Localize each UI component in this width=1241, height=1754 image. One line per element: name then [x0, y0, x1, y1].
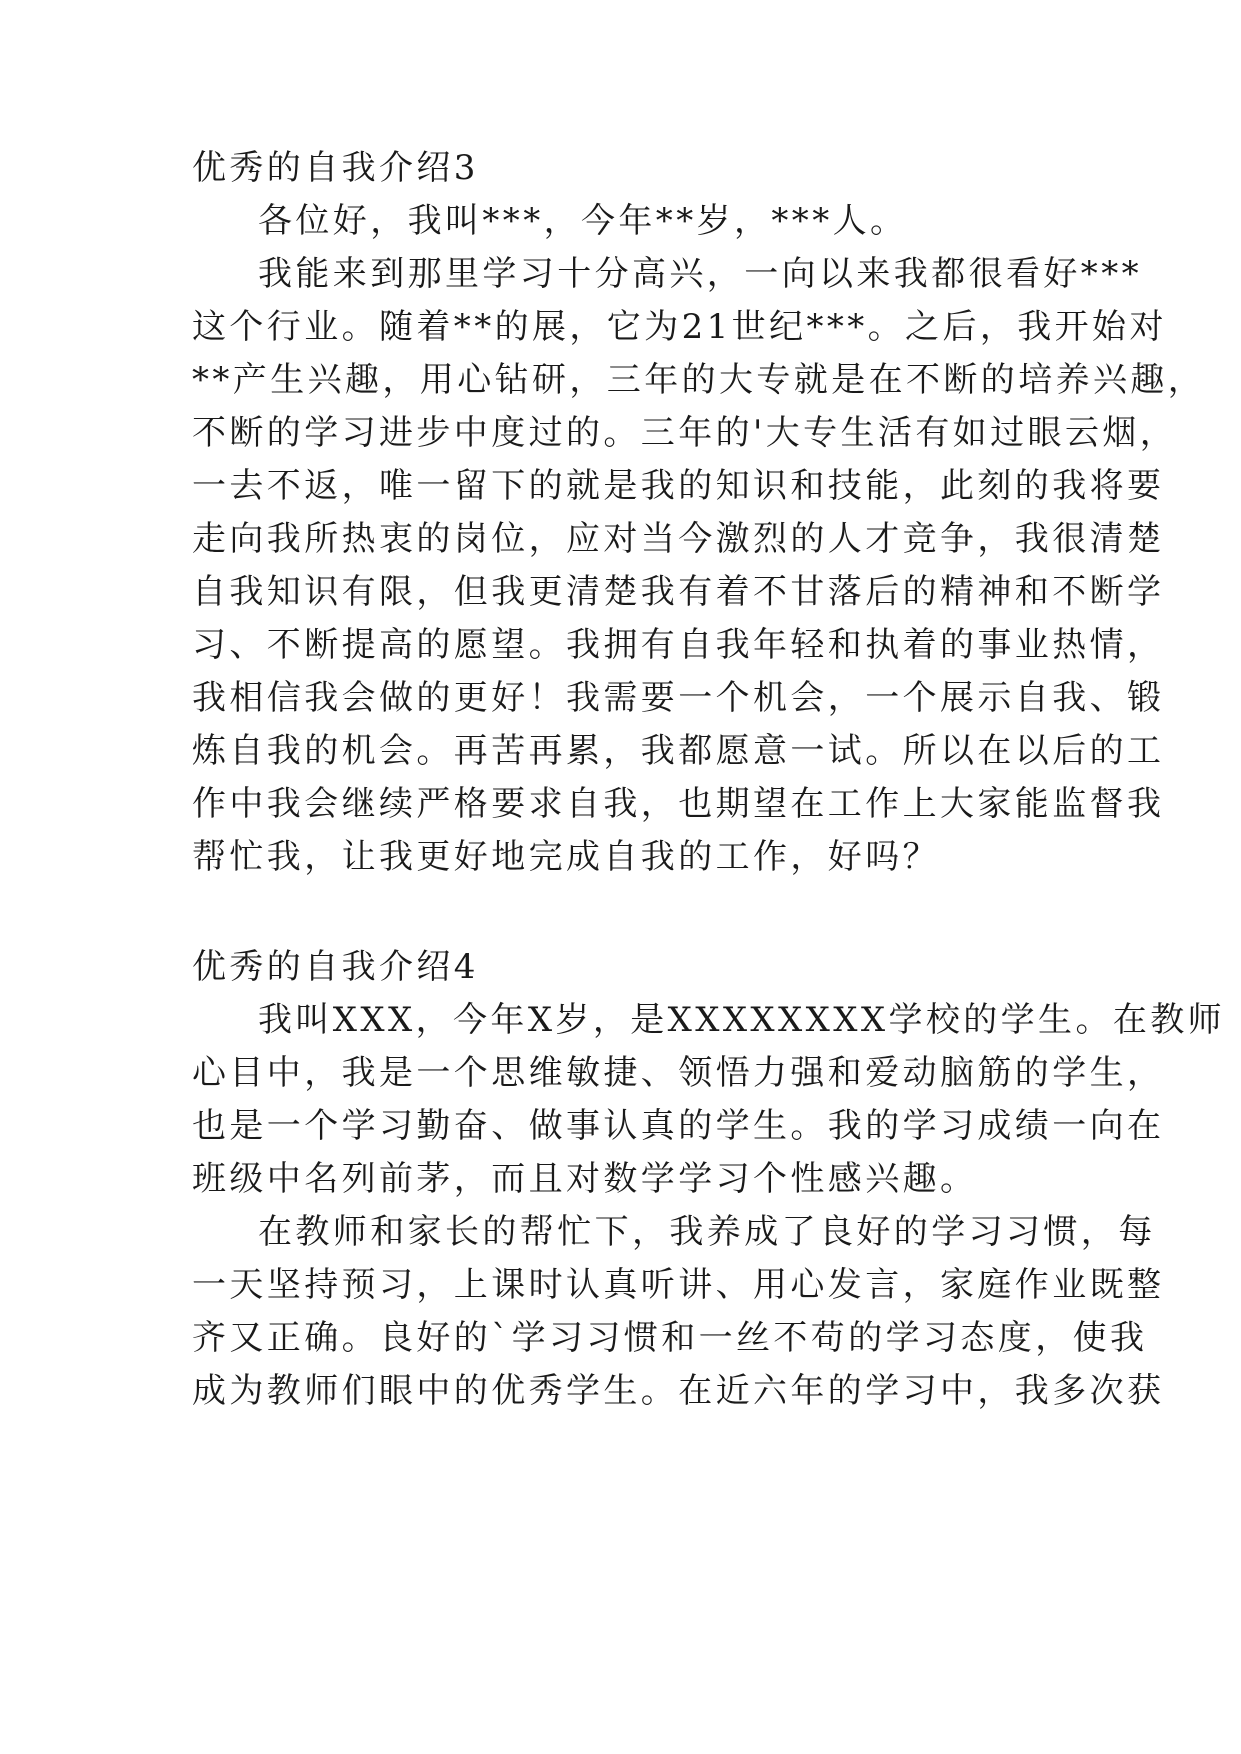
- text-line: 这个行业。随着**的展，它为21世纪***。之后，我开始对: [192, 307, 1167, 347]
- text-line: 我能来到那里学习十分高兴，一向以来我都很看好***: [258, 254, 1142, 294]
- text-line: 班级中名列前茅，而且对数学学习个性感兴趣。: [192, 1159, 978, 1199]
- text-line: 走向我所热衷的岗位，应对当今激烈的人才竞争，我很清楚: [192, 519, 1165, 559]
- text-line: 一天坚持预习，上课时认真听讲、用心发言，家庭作业既整: [192, 1265, 1165, 1305]
- section-title: 优秀的自我介绍3: [192, 148, 479, 188]
- section-title: 优秀的自我介绍4: [192, 947, 479, 987]
- text-line: 不断的学习进步中度过的。三年的'大专生活有如过眼云烟，: [192, 413, 1178, 453]
- text-line: 帮忙我，让我更好地完成自我的工作，好吗？: [192, 837, 940, 877]
- text-line: 在教师和家长的帮忙下，我养成了良好的学习习惯，每: [258, 1212, 1156, 1252]
- text-line: 习、不断提高的愿望。我拥有自我年轻和执着的事业热情，: [192, 625, 1165, 665]
- text-line: 各位好，我叫***，今年**岁，***人。: [258, 201, 908, 241]
- text-line: 自我知识有限，但我更清楚我有着不甘落后的精神和不断学: [192, 572, 1165, 612]
- text-line: 作中我会继续严格要求自我，也期望在工作上大家能监督我: [192, 784, 1165, 824]
- text-line: 我相信我会做的更好！我需要一个机会，一个展示自我、锻: [192, 678, 1165, 718]
- text-line: 成为教师们眼中的优秀学生。在近六年的学习中，我多次获: [192, 1371, 1165, 1411]
- text-line: 炼自我的机会。再苦再累，我都愿意一试。所以在以后的工: [192, 731, 1165, 771]
- text-line: **产生兴趣，用心钻研，三年的大专就是在不断的培养兴趣，: [192, 360, 1206, 400]
- text-line: 齐又正确。良好的`学习习惯和一丝不苟的学习态度，使我: [192, 1318, 1148, 1358]
- text-line: 心目中，我是一个思维敏捷、领悟力强和爱动脑筋的学生，: [192, 1053, 1165, 1093]
- text-line: 一去不返，唯一留下的就是我的知识和技能，此刻的我将要: [192, 466, 1165, 506]
- text-line: 也是一个学习勤奋、做事认真的学生。我的学习成绩一向在: [192, 1106, 1165, 1146]
- text-line: 我叫XXX，今年X岁，是XXXXXXXX学校的学生。在教师: [258, 1000, 1226, 1040]
